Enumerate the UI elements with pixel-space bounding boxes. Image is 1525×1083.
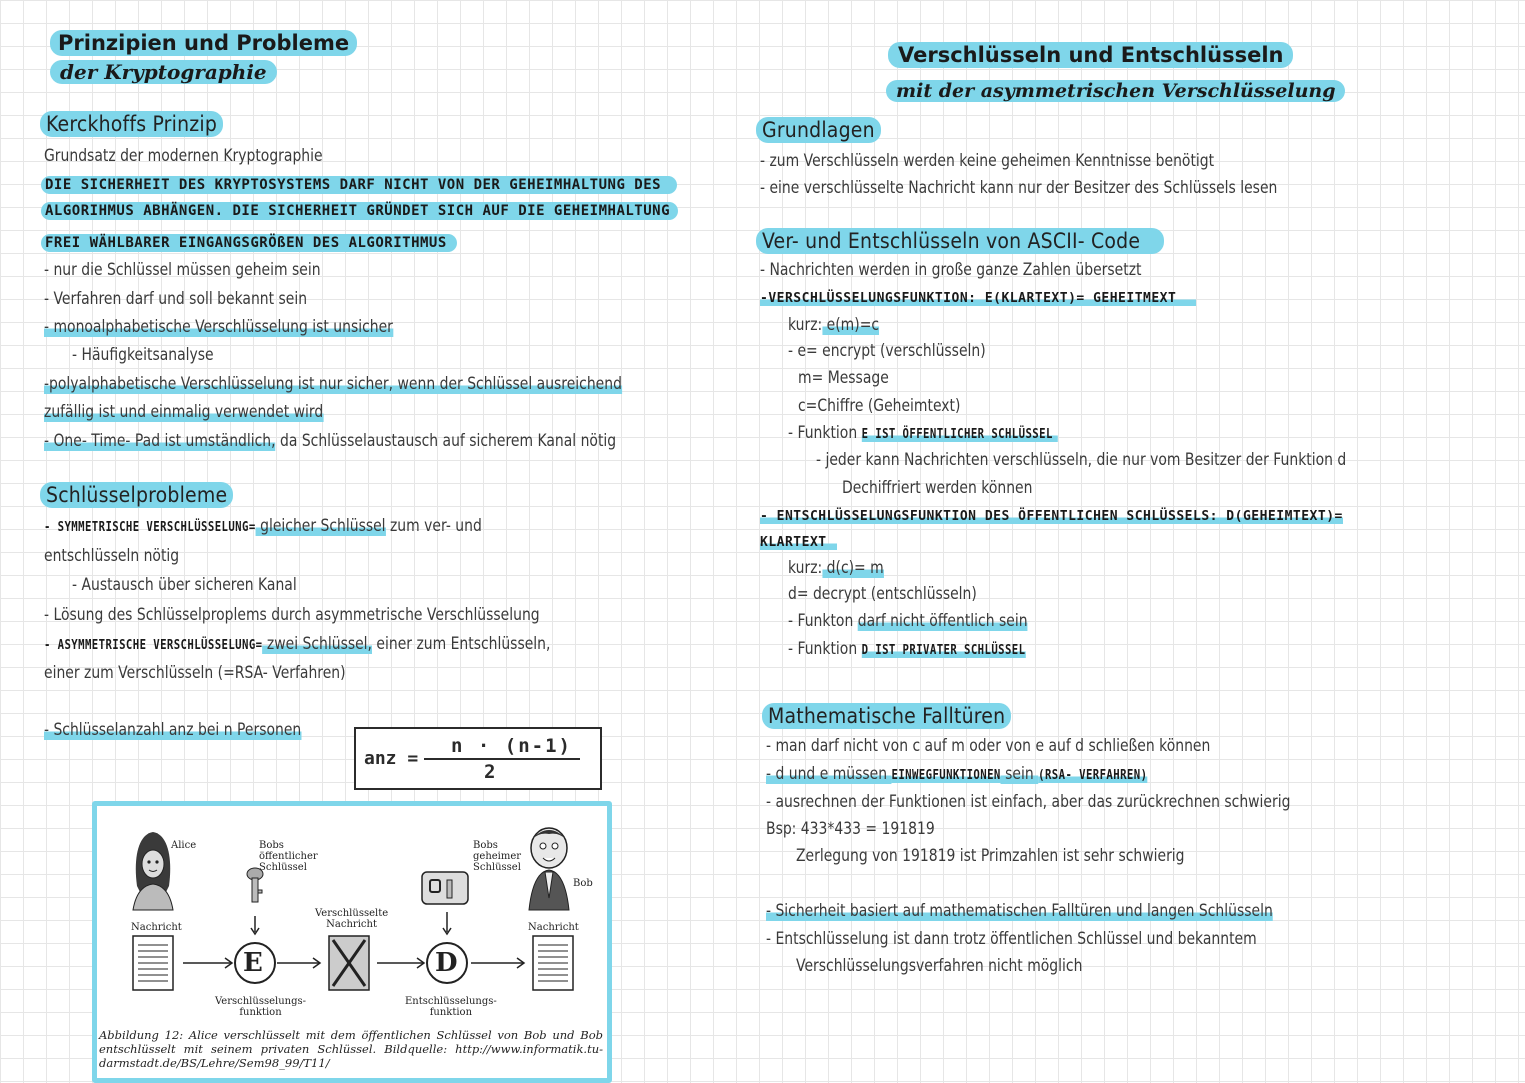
kerckhoffs-principle-line2: ALGORIHMUS ABHÄNGEN. DIE SICHERHEIT GRÜNDET SICH AUF DIE GEHEIMHALTUNG (41, 202, 678, 220)
kerckhoffs-principle-line3: FREI WÄHLBARER EINGANGSGRÖßEN DES ALGORITHMUS (41, 234, 457, 252)
ascii-anyone-encrypt-2: Dechiffriert werden können (842, 478, 1033, 498)
kerckhoffs-point-1: - nur die Schlüssel müssen geheim sein (44, 260, 321, 280)
ascii-e-def: - e= encrypt (verschlüsseln) (788, 341, 986, 361)
symmetric-line-3: - Austausch über sicheren Kanal (72, 575, 297, 595)
kerckhoffs-point-2: - Verfahren darf und soll bekannt sein (44, 289, 308, 309)
einweg-caps: EINWEGFUNKTIONEN (891, 768, 1001, 783)
heading-kerckhoffs: Kerckhoffs Prinzip (40, 111, 223, 137)
ascii-point-1: - Nachrichten werden in große ganze Zahlen übersetzt (760, 260, 1142, 280)
kerckhoffs-point-4: - Häufigkeitsanalyse (72, 345, 214, 365)
kerckhoffs-principle-line1: DIE SICHERHEIT DES KRYPTOSYSTEMS DARF NICHT VON DER GEHEIMHALTUNG DES (41, 176, 677, 194)
falltueren-point-1: - man darf nicht von c auf m oder von e auf d schließen können (766, 736, 1211, 756)
symmetric-line-2: entschlüsseln nötig (44, 546, 180, 566)
private-key-icon (422, 872, 468, 934)
falltueren-example-2: Zerlegung von 191819 ist Primzahlen ist sehr schwierig (796, 846, 1185, 866)
falltueren-point-2 (766, 764, 1147, 784)
kerckhoffs-intro: Grundsatz der modernen Kryptographie (44, 146, 323, 166)
decrypted-document-icon (533, 936, 573, 990)
asymmetric-highlight: zwei Schlüssel, (262, 634, 372, 654)
formula-lhs: anz = (364, 748, 419, 769)
asymmetric-line (44, 634, 550, 654)
label-decrypt-function: Entschlüsselungs- funktion (405, 996, 497, 1018)
rsa-caps: (RSA- VERFAHREN) (1038, 768, 1148, 783)
one-time-pad-rest: da Schlüsselaustausch auf sicherem Kanal nötig (275, 431, 617, 451)
symmetric-rest: zum ver- und (385, 516, 482, 536)
ascii-encryption-function (760, 291, 1196, 306)
alice-icon (133, 832, 173, 910)
function-label-2: - Funktion (788, 639, 862, 659)
label-d: D (435, 948, 458, 978)
asymmetric-encryption-figure (92, 801, 612, 1083)
label-decrypted-message: Nachricht (528, 922, 579, 933)
ascii-short-d (788, 558, 884, 578)
ascii-c-def: c=Chiffre (Geheimtext) (798, 396, 961, 416)
page-title-right-line1: Verschlüsseln und Entschlüsseln (888, 42, 1293, 68)
falltueren-point-3: - ausrechnen der Funktionen ist einfach, aber das zurückrechnen schwierig (766, 792, 1291, 812)
short-label: kurz: (788, 315, 823, 335)
formula-fraction-bar (424, 758, 580, 760)
ascii-e-public (788, 423, 1058, 443)
label-bobs-public-key: Bobs öffentlicher Schlüssel (259, 840, 318, 873)
einweg-mid: sein (1000, 764, 1039, 784)
heading-grundlagen: Grundlagen (756, 117, 881, 143)
page-title-left-line1: Prinzipien und Probleme (50, 30, 357, 56)
one-time-pad-highlight: - One- Time- Pad ist umständlich, (44, 431, 276, 451)
label-e: E (243, 948, 263, 978)
ascii-short-e (788, 315, 879, 335)
falltueren-point-5: - Entschlüsselung ist dann trotz öffentlichen Schlüssel und bekanntem (766, 929, 1257, 949)
short-d-highlight: d(c)= m (822, 558, 884, 578)
bob-icon (529, 828, 569, 910)
page-title-right-line2: mit der asymmetrischen Verschlüsselung (886, 80, 1345, 102)
ascii-anyone-encrypt: - jeder kann Nachrichten verschlüsseln, die nur vom Besitzer der Funktion d (816, 450, 1347, 470)
formula-denominator: 2 (484, 761, 496, 783)
ascii-m-def: m= Message (798, 368, 889, 388)
ascii-d-private (788, 639, 1025, 659)
public-key-icon (247, 868, 263, 934)
heading-schluesselprobleme: Schlüsselprobleme (40, 482, 233, 508)
label-ciphertext: Verschlüsselte Nachricht (315, 908, 389, 930)
page-title-left-line2: der Kryptographie (50, 60, 277, 84)
label-alice: Alice (171, 840, 197, 851)
e-public-caps: E IST ÖFFENTLICHER SCHLÜSSEL (862, 427, 1058, 442)
not-public-highlight: darf nicht öffentlich sein (857, 611, 1028, 631)
symmetric-highlight: gleicher Schlüssel (255, 516, 386, 536)
solution-line: - Lösung des Schlüsselproplems durch asymmetrische Verschlüsselung (44, 605, 540, 625)
grundlagen-point-1: - zum Verschlüsseln werden keine geheimen Kenntnisse benötigt (760, 151, 1215, 171)
heading-ascii: Ver- und Entschlüsseln von ASCII- Code (756, 228, 1164, 254)
kerckhoffs-point-5: -polyalphabetische Verschlüsselung ist nur sicher, wenn der Schlüssel ausreichend (44, 374, 622, 394)
falltueren-point-6: Verschlüsselungsverfahren nicht möglich (796, 956, 1083, 976)
ascii-decryption-function (760, 509, 1343, 524)
plaintext-document-icon (133, 936, 173, 990)
asymmetric-rest: einer zum Entschlüsseln, (371, 634, 551, 654)
label-bob: Bob (573, 878, 593, 889)
asymmetric-caps: - ASYMMETRISCHE VERSCHLÜSSELUNG= (44, 638, 263, 653)
klartext-highlight: KLARTEXT (760, 535, 837, 550)
kerckhoffs-point-3: - monoalphabetische Verschlüsselung ist unsicher (44, 317, 393, 337)
grundlagen-point-2: - eine verschlüsselte Nachricht kann nur der Besitzer des Schlüssels lesen (760, 178, 1278, 198)
decryption-function-highlight: - ENTSCHLÜSSELUNGSFUNKTION DES ÖFFENTLICHEN SCHLÜSSELS: D(GEHEIMTEXT)= (760, 509, 1343, 524)
symmetric-caps: - SYMMETRISCHE VERSCHLÜSSELUNG= (44, 520, 256, 535)
figure-caption: Abbildung 12: Alice verschlüsselt mit dem öffentlichen Schlüssel von Bob und Bob entschlüsselt mit seinem privaten Schlüssel. Bildquelle: http://www.informatik.tu-darmstadt.de/BS/Lehre/Sem98_99/T11/ (99, 1028, 603, 1070)
d-private-caps: D IST PRIVATER SCHLÜSSEL (861, 643, 1026, 658)
symmetric-line (44, 516, 482, 536)
short-e-highlight: e(m)=c (822, 315, 880, 335)
formula-numerator: n · (n-1) (451, 735, 572, 757)
label-plaintext: Nachricht (131, 922, 182, 933)
key-count-formula (354, 727, 602, 790)
label-bobs-private-key: Bobs geheimer Schlüssel (473, 840, 522, 873)
ascii-d-def: d= decrypt (entschlüsseln) (788, 584, 977, 604)
falltueren-example: Bsp: 433*433 = 191819 (766, 819, 935, 839)
einweg-prefix: - d und e müssen (766, 764, 892, 784)
kerckhoffs-point-6: zufällig ist und einmalig verwendet wird (44, 402, 324, 422)
ciphertext-document-icon (329, 936, 369, 990)
heading-falltueren: Mathematische Falltüren (762, 703, 1011, 729)
kerckhoffs-point-7 (44, 431, 616, 451)
key-count-line: - Schlüsselanzahl anz bei n Personen (44, 720, 302, 740)
label-encrypt-function: Verschlüsselungs- funktion (215, 996, 306, 1018)
encryption-function-highlight: -VERSCHLÜSSELUNGSFUNKTION: E(KLARTEXT)= GEHEITMEXT (760, 291, 1196, 306)
ascii-d-not-public (788, 611, 1028, 631)
asymmetric-line-2: einer zum Verschlüsseln (=RSA- Verfahren) (44, 663, 346, 683)
funkton-label: - Funkton (788, 611, 858, 631)
short-label-2: kurz: (788, 558, 823, 578)
function-label: - Funktion (788, 423, 862, 443)
falltueren-point-4: - Sicherheit basiert auf mathematischen Falltüren und langen Schlüsseln (766, 901, 1273, 921)
ascii-klartext (760, 535, 837, 550)
